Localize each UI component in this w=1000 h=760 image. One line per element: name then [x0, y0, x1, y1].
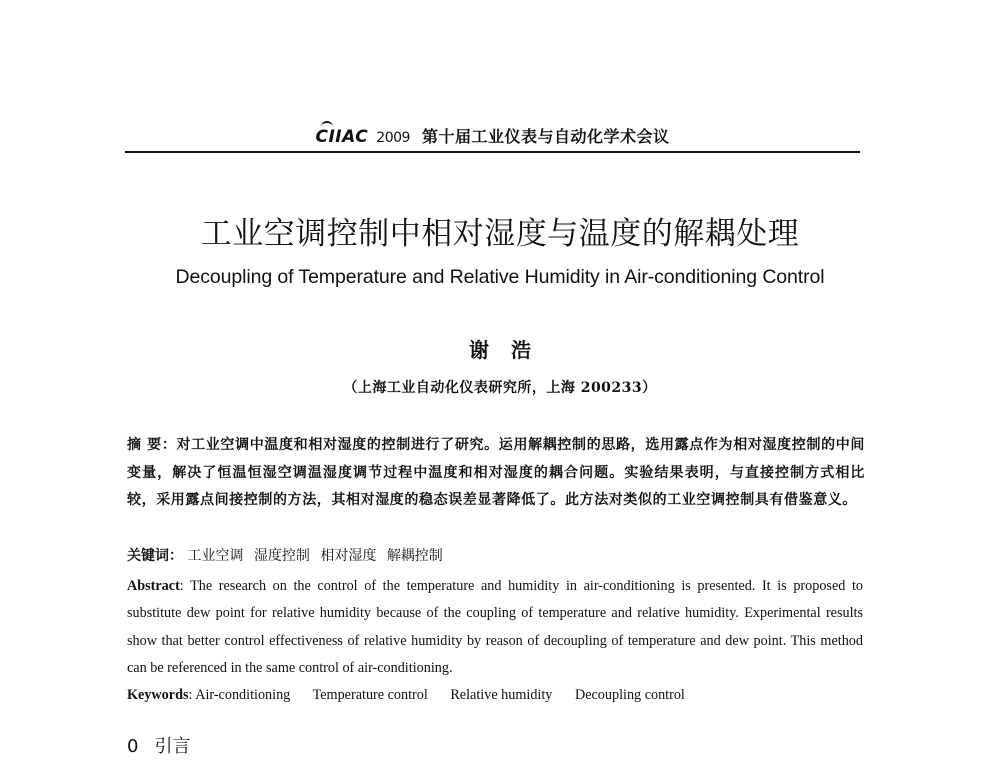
- keywords-separator: :: [188, 687, 196, 703]
- abstract-chinese-label: 摘 要：: [127, 437, 177, 453]
- conference-name: 第十届工业仪表与自动化学术会议: [422, 127, 670, 146]
- keyword-chinese: 解耦控制: [386, 548, 443, 564]
- keyword-english: Air-conditioning: [195, 687, 291, 703]
- conference-logo: [315, 126, 368, 148]
- header-rule: [125, 151, 860, 153]
- keywords-english: [127, 684, 865, 706]
- keyword-english: Temperature control: [312, 687, 428, 703]
- keyword-english: Relative humidity: [450, 687, 553, 703]
- abstract-english-label: Abstract: [127, 578, 180, 594]
- logo-arc-icon: [321, 121, 333, 129]
- abstract-chinese: [127, 432, 865, 515]
- abstract-english-text: : The research on the control of the temperature and humidity in air-conditioning is presented. It is proposed to substitute dew point for relative humidity because of the coupling of temperature and relative humidity. Experimental results show that better control effectiveness of relative humidity by reason of decoupling of temperature and dew point. This method can be referenced in the same control of air-conditioning.: [127, 578, 863, 676]
- author-name: 谢浩: [469, 338, 553, 362]
- keyword-chinese: 工业空调: [187, 548, 244, 564]
- author-affiliation: （上海工业自动化仪表研究所，上海 200233）: [343, 380, 657, 396]
- keyword-english: Decoupling control: [574, 687, 685, 703]
- keyword-chinese: 相对湿度: [320, 548, 377, 564]
- section-title: 引言: [154, 736, 191, 757]
- conference-year: 2009: [376, 130, 410, 146]
- abstract-english: [127, 573, 863, 682]
- keywords-chinese: [127, 544, 865, 568]
- title-chinese: 工业空调控制中相对湿度与温度的解耦处理: [200, 216, 800, 252]
- keyword-chinese: 湿度控制: [253, 548, 310, 564]
- section-heading-introduction: [127, 735, 190, 759]
- keywords-english-label: Keywords: [127, 687, 189, 703]
- title-english: Decoupling of Temperature and Relative Humidity in Air-conditioning Control: [175, 266, 825, 288]
- abstract-chinese-text: 对工业空调中温度和相对湿度的控制进行了研究。运用解耦控制的思路，选用露点作为相对湿度控制的中间变量，解决了恒温恒湿空调温湿度调节过程中温度和相对湿度的耦合问题。实验结果表明，与直接控制方式相比较，采用露点间接控制的方法，其相对湿度的稳态误差显著降低了。此方法对类似的工业空调控制具有借鉴意义。: [127, 437, 865, 508]
- running-header: [125, 126, 860, 149]
- section-number: 0: [127, 736, 139, 757]
- keywords-chinese-label: 关键词：: [127, 548, 183, 564]
- logo-text: CIIAC: [315, 127, 369, 147]
